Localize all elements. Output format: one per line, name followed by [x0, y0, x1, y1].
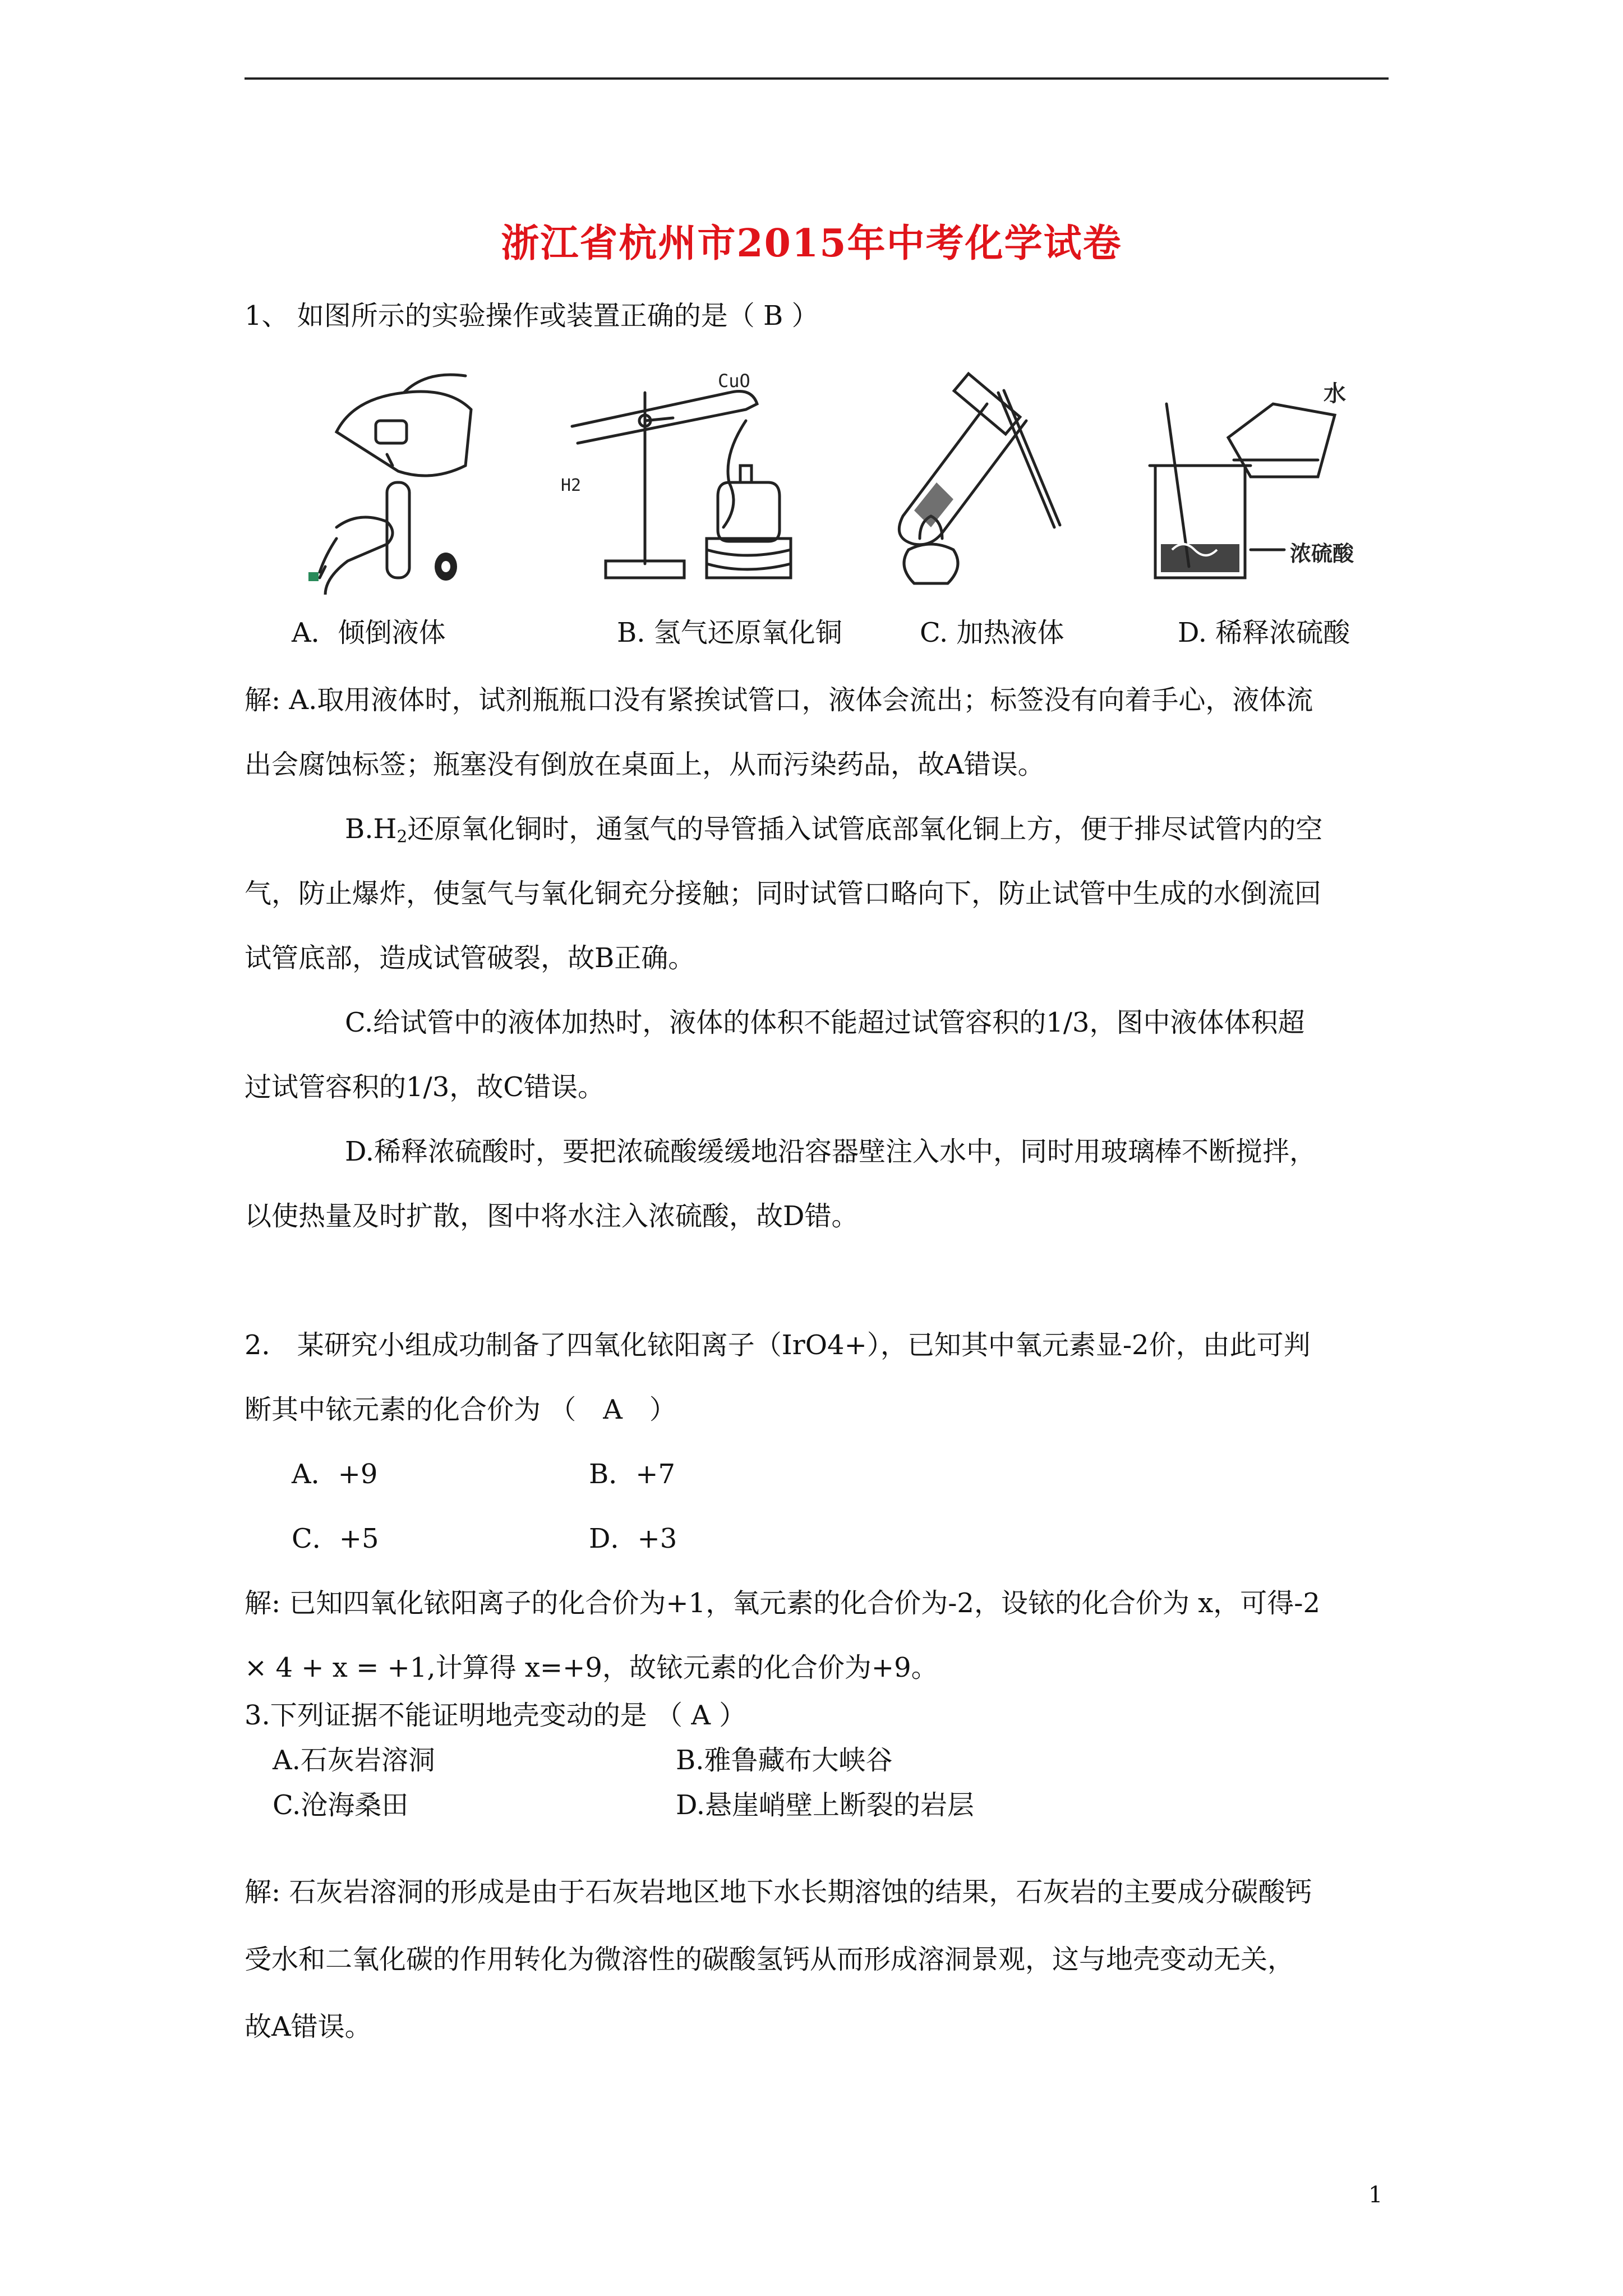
q3-option-d: D.悬崖峭壁上断裂的岩层	[676, 1789, 975, 1821]
q3-stem: 3.下列证据不能证明地壳变动的是 （ A ）	[245, 1700, 746, 1731]
q1-solution-line: C.给试管中的液体加热时，液体的体积不能超过试管容积的1/3，图中液体体积超	[345, 1007, 1305, 1038]
q3-solution-line: 故A错误。	[245, 2011, 372, 2042]
q3-option-b: B.雅鲁藏布大峡谷	[676, 1745, 893, 1776]
figure-dilute-acid	[1138, 370, 1385, 595]
q1-solution-line: 解: A.取用液体时，试剂瓶瓶口没有紧挨试管口，液体会流出；标签没有向着手心，液体流	[245, 684, 1313, 716]
q3-option-c: C.沧海桑田	[273, 1789, 409, 1821]
q1-solution-line: 过试管容积的1/3，故C错误。	[245, 1071, 605, 1103]
q2-stem: 断其中铱元素的化合价为 （ A ）	[245, 1394, 676, 1425]
q3-solution-line: 解: 石灰岩溶洞的形成是由于石灰岩地区地下水长期溶蚀的结果，石灰岩的主要成分碳酸钙	[245, 1876, 1312, 1908]
q1-solution-line: 试管底部，造成试管破裂，故B正确。	[245, 942, 695, 974]
sol-b-pre: B.H	[345, 813, 397, 845]
q1-solution-line: 出会腐蚀标签；瓶塞没有倒放在桌面上，从而污染药品，故A错误。	[245, 749, 1045, 780]
water-label: 水	[1324, 381, 1346, 407]
figure-heat-liquid	[864, 370, 1110, 595]
q2-option-c: C．+5	[292, 1523, 379, 1554]
header-rule	[245, 77, 1389, 80]
q1-solution-line: 以使热量及时扩散，图中将水注入浓硫酸，故D错。	[245, 1200, 859, 1232]
figure-pour-liquid	[303, 370, 488, 595]
sol-b-subscript: 2	[396, 827, 408, 847]
page-number: 1	[1368, 2182, 1383, 2208]
figure-hydrogen-reduce-cuo	[561, 370, 808, 595]
q1-solution-line: 气，防止爆炸，使氢气与氧化铜充分接触；同时试管口略向下，防止试管中生成的水倒流回	[245, 878, 1322, 909]
q2-option-a: A．+9	[292, 1458, 378, 1490]
sol-b-post: 还原氧化铜时，通氢气的导管插入试管底部氧化铜上方，便于排尽试管内的空	[407, 813, 1323, 845]
acid-label: 浓硫酸	[1290, 541, 1354, 566]
q1-stem: 1、 如图所示的实验操作或装置正确的是（ B ）	[245, 300, 819, 332]
q2-option-d: D．+3	[589, 1523, 677, 1554]
page-title: 浙江省杭州市2015年中考化学试卷	[501, 221, 1122, 266]
q1-solution-line: D.稀释浓硫酸时，要把浓硫酸缓缓地沿容器壁注入水中，同时用玻璃棒不断搅拌，	[345, 1136, 1317, 1167]
cuo-label: CuO	[718, 370, 750, 392]
q2-stem: 2． 某研究小组成功制备了四氧化铱阳离子（IrO4+），已知其中氧元素显-2价，由此可判	[245, 1329, 1311, 1361]
q2-solution-line: 解: 已知四氧化铱阳离子的化合价为+1，氧元素的化合价为-2，设铱的化合价为 x，可得-2	[245, 1588, 1321, 1619]
h2-label: H2	[561, 476, 582, 495]
q3-option-a: A.石灰岩溶洞	[273, 1745, 435, 1776]
q1-option-d: D. 稀释浓硫酸	[1178, 617, 1350, 648]
q1-option-a: A．倾倒液体	[292, 617, 446, 648]
q2-option-b: B．+7	[589, 1458, 676, 1490]
q1-option-b: B. 氢气还原氧化铜	[617, 617, 842, 648]
q2-solution-line: × 4 + x = +1,计算得 x=+9，故铱元素的化合价为+9。	[245, 1652, 938, 1683]
q1-solution-b	[345, 813, 1322, 847]
q3-solution-line: 受水和二氧化碳的作用转化为微溶性的碳酸氢钙从而形成溶洞景观，这与地壳变动无关，	[245, 1944, 1295, 1975]
q1-option-c: C. 加热液体	[920, 617, 1064, 648]
